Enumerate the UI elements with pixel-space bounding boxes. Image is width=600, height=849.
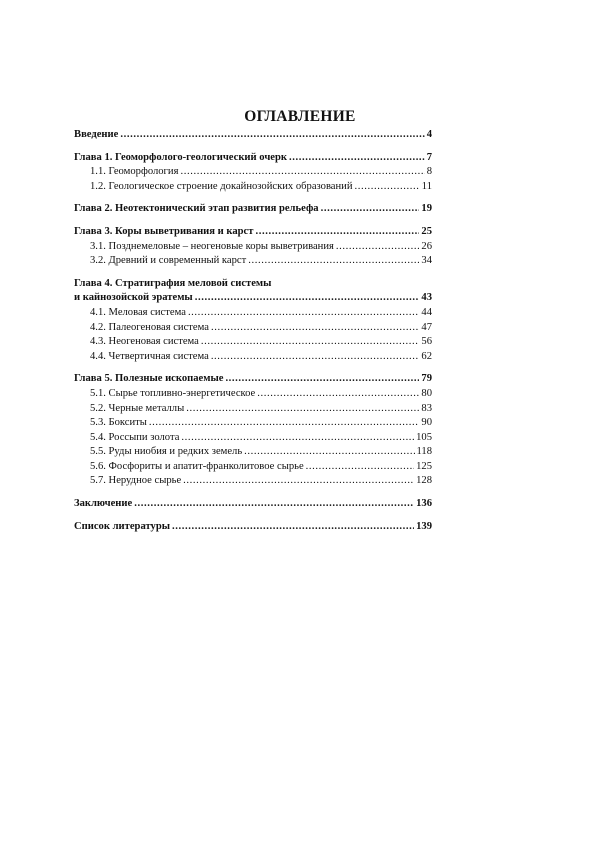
- toc-leader-dots: [201, 335, 420, 350]
- toc-entry-section-5-1[interactable]: [74, 387, 432, 402]
- toc-label: 5.4. Россыпи золота: [90, 431, 180, 443]
- toc-entry-section-5-5[interactable]: [74, 445, 432, 460]
- toc-page-number: 7: [426, 151, 432, 163]
- toc-page-number: 105: [416, 431, 432, 443]
- toc-entry-chapter-1[interactable]: [74, 151, 432, 166]
- page-title: ОГЛАВЛЕНИЕ: [244, 108, 356, 125]
- toc-leader-dots: [188, 306, 419, 321]
- toc-page-number: 11: [421, 180, 432, 192]
- toc-label: Глава 1. Геоморфолого-геологический очерк: [74, 151, 287, 163]
- toc-leader-dots: [255, 225, 419, 240]
- toc-label: 4.4. Четвертичная система: [90, 350, 209, 362]
- toc-leader-dots: [336, 240, 420, 255]
- toc-entry-section-4-2[interactable]: [74, 321, 432, 336]
- table-of-contents: [74, 128, 432, 534]
- toc-page-number: 19: [421, 203, 432, 215]
- toc-entry-section-5-7[interactable]: [74, 474, 432, 489]
- toc-page-number: 47: [421, 321, 432, 333]
- toc-page-number: 34: [421, 255, 432, 267]
- toc-entry-section-5-6[interactable]: [74, 460, 432, 475]
- toc-page-number: 8: [426, 166, 432, 178]
- toc-label: 3.2. Древний и современный карст: [90, 255, 247, 267]
- toc-label: Глава 3. Коры выветривания и карст: [74, 225, 254, 237]
- toc-leader-dots: [149, 416, 419, 431]
- toc-leader-dots: [211, 321, 419, 336]
- toc-leader-dots: [248, 254, 419, 269]
- toc-entry-section-3-1[interactable]: [74, 240, 432, 255]
- toc-entry-references[interactable]: [74, 520, 432, 535]
- toc-leader-dots: [134, 497, 414, 512]
- toc-label: 5.6. Фосфориты и апатит-франколитовое сырье: [90, 460, 304, 472]
- toc-page-number: 80: [421, 387, 432, 399]
- toc-label: 1.1. Геоморфология: [90, 166, 179, 178]
- toc-label: 5.2. Черные металлы: [90, 402, 185, 414]
- toc-entry-section-1-2[interactable]: [74, 180, 432, 195]
- toc-entry-section-1-1[interactable]: [74, 165, 432, 180]
- toc-label: 5.7. Нерудное сырье: [90, 475, 182, 487]
- toc-leader-dots: [355, 180, 420, 195]
- toc-page-number: 26: [421, 240, 432, 252]
- toc-page-number: 4: [426, 129, 432, 140]
- toc-entry-section-4-1[interactable]: [74, 306, 432, 321]
- toc-leader-dots: [183, 474, 414, 489]
- toc-entry-section-3-2[interactable]: [74, 254, 432, 269]
- toc-page-number: 90: [421, 417, 432, 429]
- toc-label: 5.5. Руды ниобия и редких земель: [90, 446, 243, 458]
- toc-page-number: 25: [421, 225, 432, 237]
- toc-page-number: 125: [416, 460, 432, 472]
- toc-page-number: 56: [421, 336, 432, 348]
- toc-leader-dots: [172, 520, 414, 535]
- toc-leader-dots: [306, 460, 414, 475]
- toc-entry-chapter-3[interactable]: [74, 225, 432, 240]
- toc-leader-dots: [225, 372, 419, 387]
- toc-label: 5.3. Бокситы: [90, 417, 147, 429]
- toc-entry-introduction[interactable]: [74, 128, 432, 143]
- toc-entry-chapter-5[interactable]: [74, 372, 432, 387]
- toc-entry-chapter-4-line-2[interactable]: [74, 291, 432, 306]
- toc-leader-dots: [289, 151, 425, 166]
- toc-label: 3.1. Позднемеловые – неогеновые коры выветривания: [90, 240, 334, 252]
- toc-leader-dots: [181, 431, 414, 446]
- toc-label: 1.2. Геологическое строение докайнозойских образований: [90, 180, 353, 192]
- toc-leader-dots: [257, 387, 419, 402]
- toc-label: Заключение: [74, 498, 133, 510]
- toc-entry-section-4-3[interactable]: [74, 335, 432, 350]
- toc-label: Глава 5. Полезные ископаемые: [74, 373, 224, 385]
- toc-entry-section-5-4[interactable]: [74, 431, 432, 446]
- toc-label: 4.3. Неогеновая система: [90, 336, 199, 348]
- toc-leader-dots: [195, 291, 420, 306]
- toc-leader-dots: [244, 445, 414, 460]
- toc-entry-conclusion[interactable]: [74, 497, 432, 512]
- toc-page-number: 83: [421, 402, 432, 414]
- toc-entry-chapter-2[interactable]: [74, 202, 432, 217]
- toc-page-number: 43: [421, 292, 432, 304]
- toc-label: и кайнозойской эратемы: [74, 292, 193, 304]
- toc-label: Введение: [74, 129, 119, 140]
- toc-page-number: 44: [421, 306, 432, 318]
- toc-label: 4.1. Меловая система: [90, 306, 186, 318]
- toc-page-number: 136: [416, 498, 432, 510]
- toc-entry-section-4-4[interactable]: [74, 350, 432, 365]
- toc-entry-section-5-3[interactable]: [74, 416, 432, 431]
- toc-page-number: 128: [416, 475, 432, 487]
- toc-page-number: 62: [421, 350, 432, 362]
- toc-leader-dots: [211, 350, 420, 365]
- toc-leader-dots: [186, 402, 419, 417]
- toc-page-number: 79: [421, 373, 432, 385]
- toc-label: Глава 2. Неотектонический этап развития рельефа: [74, 203, 319, 215]
- toc-leader-dots: [321, 202, 420, 217]
- toc-entry-section-5-2[interactable]: [74, 402, 432, 417]
- toc-label: Глава 4. Стратиграфия меловой системы: [74, 277, 272, 289]
- toc-label: 5.1. Сырье топливно-энергетическое: [90, 387, 256, 399]
- toc-entry-chapter-4-line-1[interactable]: [74, 277, 432, 292]
- toc-leader-dots: [180, 165, 424, 180]
- toc-leader-dots: [120, 128, 424, 143]
- toc-page-number: 118: [416, 446, 432, 458]
- toc-page-number: 139: [416, 520, 432, 532]
- toc-label: 4.2. Палеогеновая система: [90, 321, 209, 333]
- toc-label: Список литературы: [74, 520, 171, 532]
